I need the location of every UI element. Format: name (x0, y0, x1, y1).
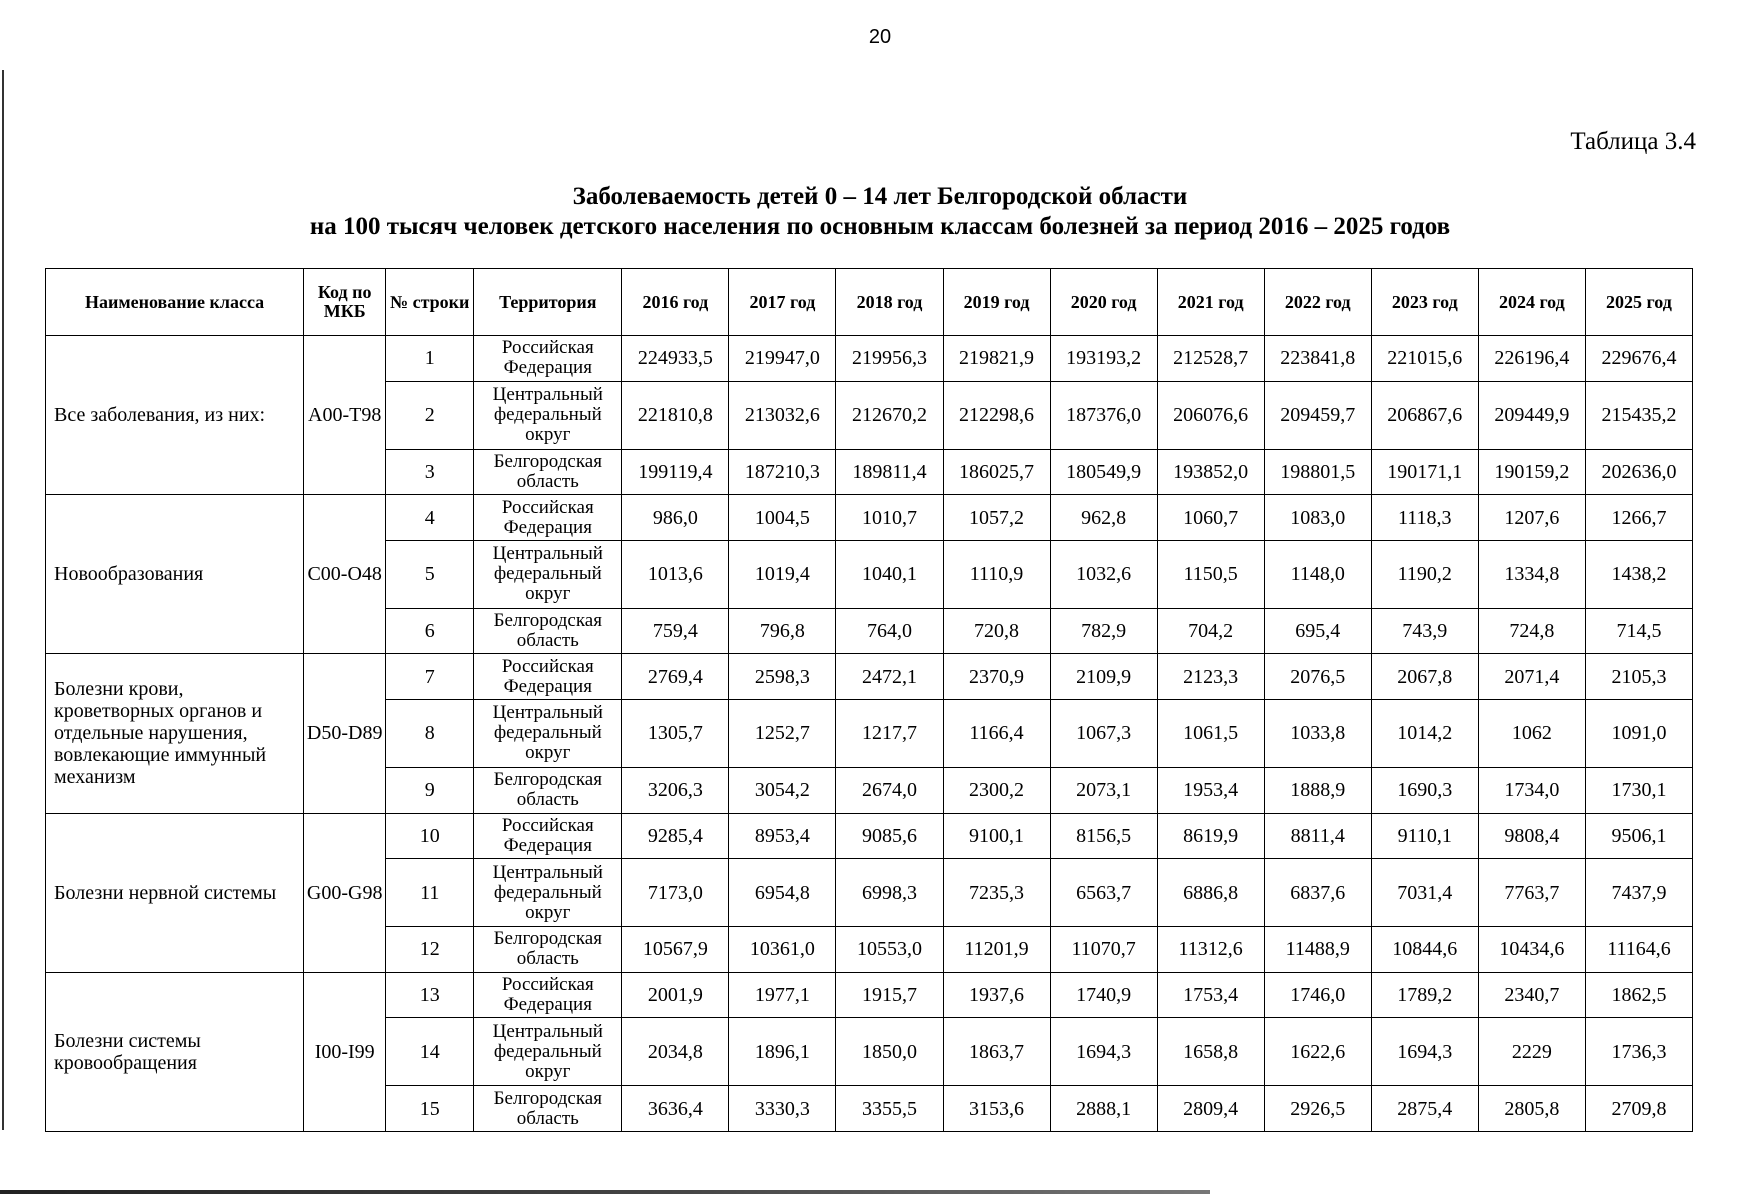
table-label: Таблица 3.4 (1570, 128, 1696, 155)
value-cell: 1850,0 (836, 1018, 943, 1086)
value-cell: 2709,8 (1585, 1086, 1692, 1132)
territory-cell: Белгородская область (474, 927, 622, 973)
value-cell: 695,4 (1264, 608, 1371, 654)
territory-cell: Центральный федеральный округ (474, 1018, 622, 1086)
value-cell: 10361,0 (729, 927, 836, 973)
value-cell: 1736,3 (1585, 1018, 1692, 1086)
class-name-cell: Все заболевания, из них: (46, 336, 304, 495)
table-row (46, 654, 1693, 700)
value-cell: 743,9 (1371, 608, 1478, 654)
value-cell: 1740,9 (1050, 972, 1157, 1018)
value-cell: 10434,6 (1478, 927, 1585, 973)
value-cell: 213032,6 (729, 381, 836, 449)
value-cell: 9808,4 (1478, 813, 1585, 859)
row-number-cell: 13 (386, 972, 474, 1018)
value-cell: 1067,3 (1050, 700, 1157, 768)
mkb-code-cell: I00-I99 (304, 972, 386, 1131)
value-cell: 11312,6 (1157, 927, 1264, 973)
value-cell: 1004,5 (729, 495, 836, 541)
row-number-cell: 6 (386, 608, 474, 654)
value-cell: 1166,4 (943, 700, 1050, 768)
value-cell: 1062 (1478, 700, 1585, 768)
value-cell: 6998,3 (836, 859, 943, 927)
territory-cell: Российская Федерация (474, 336, 622, 382)
value-cell: 1083,0 (1264, 495, 1371, 541)
value-cell: 8156,5 (1050, 813, 1157, 859)
page-number: 20 (868, 26, 892, 48)
value-cell: 782,9 (1050, 608, 1157, 654)
header-territory: Территория (474, 269, 622, 336)
value-cell: 759,4 (622, 608, 729, 654)
row-number-cell: 3 (386, 449, 474, 495)
value-cell: 206076,6 (1157, 381, 1264, 449)
value-cell: 9110,1 (1371, 813, 1478, 859)
territory-cell: Российская Федерация (474, 972, 622, 1018)
value-cell: 986,0 (622, 495, 729, 541)
header-year: 2022 год (1264, 269, 1371, 336)
table-title (0, 182, 1760, 242)
value-cell: 180549,9 (1050, 449, 1157, 495)
value-cell: 224933,5 (622, 336, 729, 382)
value-cell: 199119,4 (622, 449, 729, 495)
value-cell: 1110,9 (943, 540, 1050, 608)
header-year: 2017 год (729, 269, 836, 336)
value-cell: 724,8 (1478, 608, 1585, 654)
header-class-name: Наименование класса (46, 269, 304, 336)
value-cell: 9285,4 (622, 813, 729, 859)
value-cell: 1896,1 (729, 1018, 836, 1086)
value-cell: 1252,7 (729, 700, 836, 768)
row-number-cell: 7 (386, 654, 474, 700)
value-cell: 1150,5 (1157, 540, 1264, 608)
row-number-cell: 9 (386, 767, 474, 813)
value-cell: 221810,8 (622, 381, 729, 449)
class-name-cell: Новообразования (46, 495, 304, 654)
territory-cell: Белгородская область (474, 1086, 622, 1132)
value-cell: 1977,1 (729, 972, 836, 1018)
row-number-cell: 4 (386, 495, 474, 541)
value-cell: 1334,8 (1478, 540, 1585, 608)
value-cell: 10844,6 (1371, 927, 1478, 973)
value-cell: 2073,1 (1050, 767, 1157, 813)
mkb-code-cell: A00-T98 (304, 336, 386, 495)
territory-cell: Центральный федеральный округ (474, 859, 622, 927)
value-cell: 2123,3 (1157, 654, 1264, 700)
value-cell: 11201,9 (943, 927, 1050, 973)
value-cell: 720,8 (943, 608, 1050, 654)
value-cell: 223841,8 (1264, 336, 1371, 382)
value-cell: 2105,3 (1585, 654, 1692, 700)
value-cell: 202636,0 (1585, 449, 1692, 495)
scan-edge-bottom (0, 1190, 1210, 1194)
value-cell: 11070,7 (1050, 927, 1157, 973)
value-cell: 2472,1 (836, 654, 943, 700)
value-cell: 1622,6 (1264, 1018, 1371, 1086)
class-name-cell: Болезни крови, кроветворных органов и отдельные нарушения, вовлекающие иммунный механизм (46, 654, 304, 813)
header-year: 2024 год (1478, 269, 1585, 336)
value-cell: 7173,0 (622, 859, 729, 927)
value-cell: 8619,9 (1157, 813, 1264, 859)
value-cell: 189811,4 (836, 449, 943, 495)
value-cell: 6563,7 (1050, 859, 1157, 927)
value-cell: 796,8 (729, 608, 836, 654)
value-cell: 212528,7 (1157, 336, 1264, 382)
value-cell: 3636,4 (622, 1086, 729, 1132)
mkb-code-cell: C00-O48 (304, 495, 386, 654)
value-cell: 1438,2 (1585, 540, 1692, 608)
value-cell: 8953,4 (729, 813, 836, 859)
value-cell: 11164,6 (1585, 927, 1692, 973)
value-cell: 190171,1 (1371, 449, 1478, 495)
value-cell: 1953,4 (1157, 767, 1264, 813)
value-cell: 198801,5 (1264, 449, 1371, 495)
class-name-cell: Болезни системы кровообращения (46, 972, 304, 1131)
header-year: 2019 год (943, 269, 1050, 336)
value-cell: 2875,4 (1371, 1086, 1478, 1132)
value-cell: 2067,8 (1371, 654, 1478, 700)
territory-cell: Российская Федерация (474, 813, 622, 859)
value-cell: 212298,6 (943, 381, 1050, 449)
value-cell: 215435,2 (1585, 381, 1692, 449)
value-cell: 3330,3 (729, 1086, 836, 1132)
territory-cell: Центральный федеральный округ (474, 700, 622, 768)
value-cell: 6954,8 (729, 859, 836, 927)
value-cell: 1862,5 (1585, 972, 1692, 1018)
value-cell: 9085,6 (836, 813, 943, 859)
value-cell: 1019,4 (729, 540, 836, 608)
value-cell: 1694,3 (1371, 1018, 1478, 1086)
header-mkb-code: Код по МКБ (304, 269, 386, 336)
value-cell: 1915,7 (836, 972, 943, 1018)
row-number-cell: 11 (386, 859, 474, 927)
territory-cell: Белгородская область (474, 608, 622, 654)
value-cell: 6886,8 (1157, 859, 1264, 927)
value-cell: 1033,8 (1264, 700, 1371, 768)
value-cell: 2076,5 (1264, 654, 1371, 700)
territory-cell: Российская Федерация (474, 495, 622, 541)
value-cell: 1305,7 (622, 700, 729, 768)
value-cell: 2001,9 (622, 972, 729, 1018)
table-row (46, 336, 1693, 382)
row-number-cell: 2 (386, 381, 474, 449)
value-cell: 2370,9 (943, 654, 1050, 700)
value-cell: 229676,4 (1585, 336, 1692, 382)
value-cell: 962,8 (1050, 495, 1157, 541)
header-year: 2025 год (1585, 269, 1692, 336)
row-number-cell: 15 (386, 1086, 474, 1132)
value-cell: 714,5 (1585, 608, 1692, 654)
value-cell: 193852,0 (1157, 449, 1264, 495)
value-cell: 1217,7 (836, 700, 943, 768)
table-row (46, 813, 1693, 859)
value-cell: 9506,1 (1585, 813, 1692, 859)
table-title-line-2: на 100 тысяч человек детского населения по основным классам болезней за период 2016 – 2025 годов (309, 213, 1451, 240)
row-number-cell: 12 (386, 927, 474, 973)
value-cell: 6837,6 (1264, 859, 1371, 927)
row-number-cell: 14 (386, 1018, 474, 1086)
value-cell: 2109,9 (1050, 654, 1157, 700)
value-cell: 2769,4 (622, 654, 729, 700)
value-cell: 1010,7 (836, 495, 943, 541)
value-cell: 1746,0 (1264, 972, 1371, 1018)
value-cell: 2598,3 (729, 654, 836, 700)
class-name-cell: Болезни нервной системы (46, 813, 304, 972)
row-number-cell: 1 (386, 336, 474, 382)
value-cell: 1690,3 (1371, 767, 1478, 813)
value-cell: 1040,1 (836, 540, 943, 608)
value-cell: 1118,3 (1371, 495, 1478, 541)
value-cell: 2926,5 (1264, 1086, 1371, 1132)
table-row (46, 972, 1693, 1018)
value-cell: 2888,1 (1050, 1086, 1157, 1132)
value-cell: 190159,2 (1478, 449, 1585, 495)
value-cell: 212670,2 (836, 381, 943, 449)
value-cell: 1148,0 (1264, 540, 1371, 608)
value-cell: 1658,8 (1157, 1018, 1264, 1086)
territory-cell: Центральный федеральный округ (474, 540, 622, 608)
value-cell: 1091,0 (1585, 700, 1692, 768)
value-cell: 1032,6 (1050, 540, 1157, 608)
mkb-code-cell: D50-D89 (304, 654, 386, 813)
value-cell: 193193,2 (1050, 336, 1157, 382)
value-cell: 2071,4 (1478, 654, 1585, 700)
value-cell: 219947,0 (729, 336, 836, 382)
value-cell: 187376,0 (1050, 381, 1157, 449)
value-cell: 1888,9 (1264, 767, 1371, 813)
row-number-cell: 8 (386, 700, 474, 768)
value-cell: 187210,3 (729, 449, 836, 495)
header-year: 2023 год (1371, 269, 1478, 336)
header-year: 2018 год (836, 269, 943, 336)
territory-cell: Центральный федеральный округ (474, 381, 622, 449)
value-cell: 1937,6 (943, 972, 1050, 1018)
value-cell: 219821,9 (943, 336, 1050, 382)
value-cell: 10553,0 (836, 927, 943, 973)
value-cell: 7031,4 (1371, 859, 1478, 927)
value-cell: 2034,8 (622, 1018, 729, 1086)
value-cell: 7763,7 (1478, 859, 1585, 927)
row-number-cell: 10 (386, 813, 474, 859)
header-row-no: № строки (386, 269, 474, 336)
value-cell: 219956,3 (836, 336, 943, 382)
header-year: 2020 год (1050, 269, 1157, 336)
value-cell: 1734,0 (1478, 767, 1585, 813)
value-cell: 11488,9 (1264, 927, 1371, 973)
value-cell: 206867,6 (1371, 381, 1478, 449)
value-cell: 2229 (1478, 1018, 1585, 1086)
value-cell: 1060,7 (1157, 495, 1264, 541)
territory-cell: Белгородская область (474, 449, 622, 495)
value-cell: 1014,2 (1371, 700, 1478, 768)
header-year: 2021 год (1157, 269, 1264, 336)
value-cell: 1190,2 (1371, 540, 1478, 608)
value-cell: 2809,4 (1157, 1086, 1264, 1132)
value-cell: 3153,6 (943, 1086, 1050, 1132)
value-cell: 1061,5 (1157, 700, 1264, 768)
value-cell: 226196,4 (1478, 336, 1585, 382)
value-cell: 7235,3 (943, 859, 1050, 927)
value-cell: 2805,8 (1478, 1086, 1585, 1132)
territory-cell: Белгородская область (474, 767, 622, 813)
value-cell: 3355,5 (836, 1086, 943, 1132)
value-cell: 7437,9 (1585, 859, 1692, 927)
table-title-line-1: Заболеваемость детей 0 – 14 лет Белгородской области (572, 183, 1188, 210)
table-body (46, 336, 1693, 1132)
value-cell: 2340,7 (1478, 972, 1585, 1018)
value-cell: 1789,2 (1371, 972, 1478, 1018)
value-cell: 1730,1 (1585, 767, 1692, 813)
value-cell: 209449,9 (1478, 381, 1585, 449)
value-cell: 9100,1 (943, 813, 1050, 859)
value-cell: 221015,6 (1371, 336, 1478, 382)
value-cell: 1694,3 (1050, 1018, 1157, 1086)
value-cell: 8811,4 (1264, 813, 1371, 859)
row-number-cell: 5 (386, 540, 474, 608)
value-cell: 704,2 (1157, 608, 1264, 654)
value-cell: 1013,6 (622, 540, 729, 608)
mkb-code-cell: G00-G98 (304, 813, 386, 972)
value-cell: 1863,7 (943, 1018, 1050, 1086)
header-year: 2016 год (622, 269, 729, 336)
value-cell: 2300,2 (943, 767, 1050, 813)
morbidity-table (45, 268, 1693, 1132)
value-cell: 209459,7 (1264, 381, 1371, 449)
value-cell: 1266,7 (1585, 495, 1692, 541)
value-cell: 1753,4 (1157, 972, 1264, 1018)
header-row (46, 269, 1693, 336)
value-cell: 186025,7 (943, 449, 1050, 495)
table-row (46, 495, 1693, 541)
value-cell: 10567,9 (622, 927, 729, 973)
value-cell: 1057,2 (943, 495, 1050, 541)
value-cell: 3054,2 (729, 767, 836, 813)
territory-cell: Российская Федерация (474, 654, 622, 700)
value-cell: 3206,3 (622, 767, 729, 813)
value-cell: 764,0 (836, 608, 943, 654)
value-cell: 2674,0 (836, 767, 943, 813)
value-cell: 1207,6 (1478, 495, 1585, 541)
